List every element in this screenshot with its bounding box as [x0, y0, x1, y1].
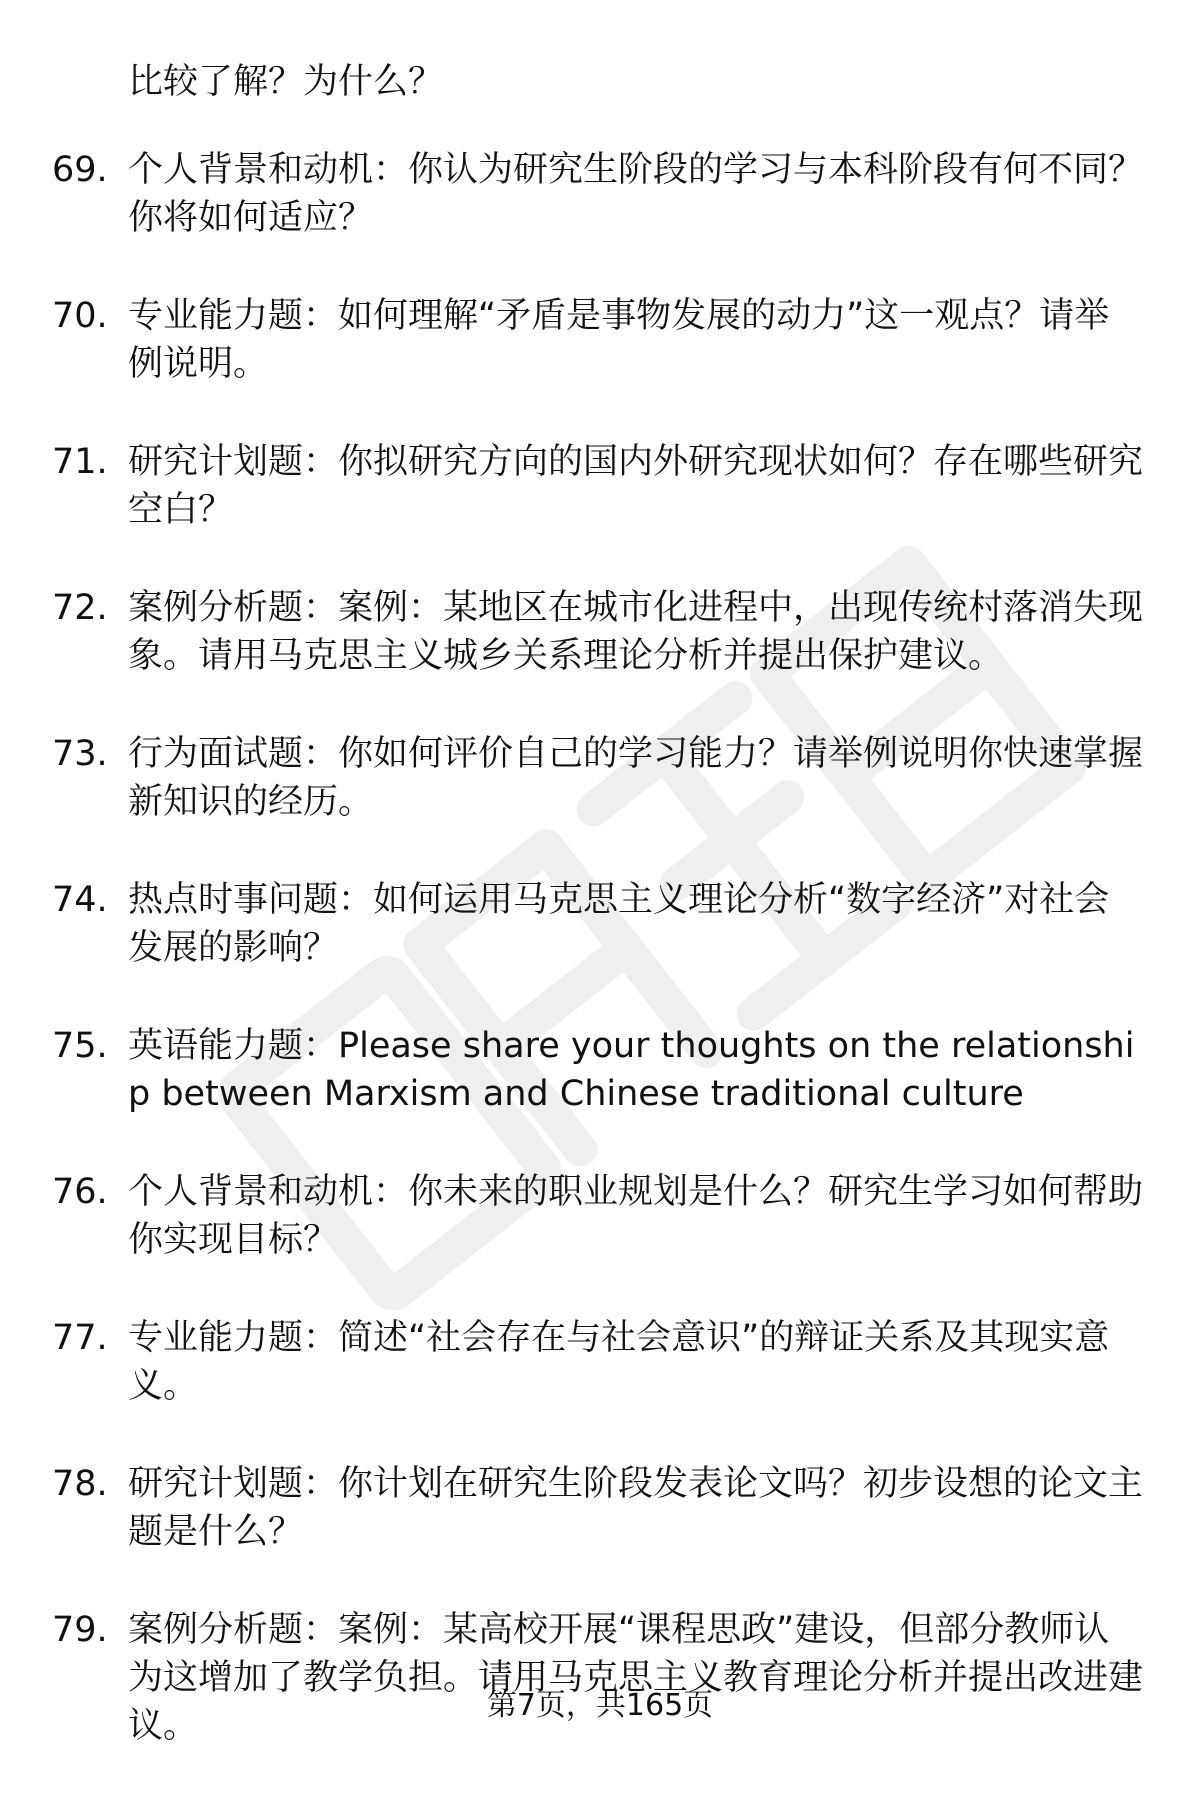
question-item	[52, 876, 1152, 1022]
question-text: 案例分析题：案例：某地区在城市化进程中，出现传统村落消失现象。请用马克思主义城乡关系理论分析并提出保护建议。	[128, 588, 1144, 676]
question-text: 案例分析题：案例：某高校开展“课程思政”建设，但部分教师认为这增加了教学负担。请用马克思主义教育理论分析并提出改进建议。	[128, 1610, 1144, 1746]
continuation-text: 比较了解？为什么？	[128, 62, 444, 102]
question-number: 77.	[52, 1318, 108, 1358]
question-text: 英语能力题：Please share your thoughts on the relationship between Marxism and Chinese traditional culture	[128, 1026, 1135, 1114]
question-text: 研究计划题：你拟研究方向的国内外研究现状如何？存在哪些研究空白？	[128, 442, 1144, 530]
question-number: 75.	[52, 1026, 108, 1066]
question-number: 69.	[52, 150, 108, 190]
question-item	[52, 438, 1152, 584]
question-number: 78.	[52, 1464, 108, 1504]
question-item	[52, 1168, 1152, 1314]
question-text: 热点时事问题：如何运用马克思主义理论分析“数字经济”对社会发展的影响？	[128, 880, 1110, 968]
question-item	[52, 730, 1152, 876]
question-item	[52, 292, 1152, 438]
question-list	[52, 146, 1152, 1800]
question-number: 73.	[52, 734, 108, 774]
question-text: 专业能力题：如何理解“矛盾是事物发展的动力”这一观点？请举例说明。	[128, 296, 1110, 384]
question-number: 70.	[52, 296, 108, 336]
question-text: 专业能力题：简述“社会存在与社会意识”的辩证关系及其现实意义。	[128, 1318, 1110, 1406]
question-number: 74.	[52, 880, 108, 920]
question-item	[52, 1460, 1152, 1606]
question-number: 72.	[52, 588, 108, 628]
question-text: 研究计划题：你计划在研究生阶段发表论文吗？初步设想的论文主题是什么？	[128, 1464, 1144, 1552]
question-item	[52, 146, 1152, 292]
question-item	[52, 1022, 1152, 1168]
question-text: 个人背景和动机：你认为研究生阶段的学习与本科阶段有何不同？你将如何适应？	[128, 150, 1144, 238]
question-text: 个人背景和动机：你未来的职业规划是什么？研究生学习如何帮助你实现目标？	[128, 1172, 1144, 1260]
question-text: 行为面试题：你如何评价自己的学习能力？请举例说明你快速掌握新知识的经历。	[128, 734, 1144, 822]
question-number: 79.	[52, 1610, 108, 1650]
question-number: 71.	[52, 442, 108, 482]
question-item	[52, 584, 1152, 730]
question-number: 76.	[52, 1172, 108, 1212]
question-item	[52, 1314, 1152, 1460]
page-footer: 第7页，共165页	[486, 1688, 714, 1723]
